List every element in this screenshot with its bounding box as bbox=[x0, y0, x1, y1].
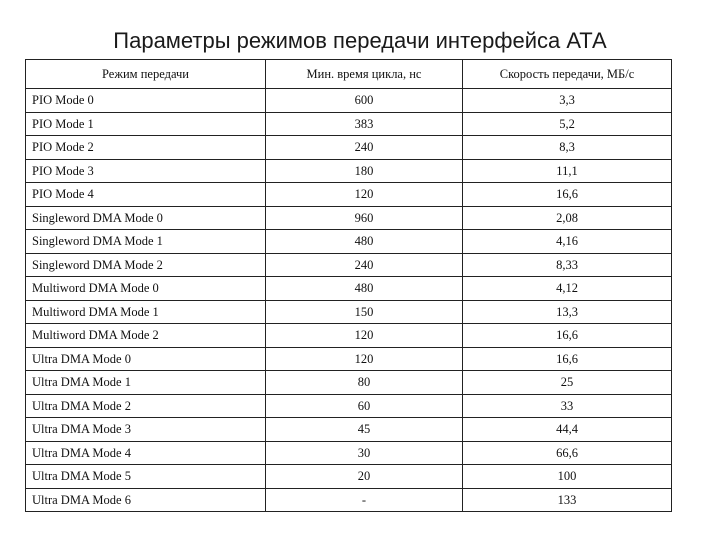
transfer-rate-cell: 66,6 bbox=[463, 441, 672, 465]
cycle-time-cell: 480 bbox=[266, 277, 463, 301]
table-row bbox=[26, 253, 672, 277]
transfer-rate-cell: 16,6 bbox=[463, 347, 672, 371]
table-row bbox=[26, 300, 672, 324]
cycle-time-cell: 180 bbox=[266, 159, 463, 183]
transfer-rate-cell: 100 bbox=[463, 465, 672, 489]
transfer-rate-cell: 4,12 bbox=[463, 277, 672, 301]
transfer-rate-cell: 13,3 bbox=[463, 300, 672, 324]
mode-cell: Ultra DMA Mode 1 bbox=[26, 371, 266, 395]
cycle-time-cell: - bbox=[266, 488, 463, 512]
mode-cell: Multiword DMA Mode 1 bbox=[26, 300, 266, 324]
table-row bbox=[26, 277, 672, 301]
cycle-time-cell: 150 bbox=[266, 300, 463, 324]
transfer-rate-cell: 25 bbox=[463, 371, 672, 395]
cycle-time-cell: 960 bbox=[266, 206, 463, 230]
mode-cell: Multiword DMA Mode 0 bbox=[26, 277, 266, 301]
table-row bbox=[26, 347, 672, 371]
cycle-time-cell: 240 bbox=[266, 253, 463, 277]
table-row bbox=[26, 89, 672, 113]
cycle-time-cell: 20 bbox=[266, 465, 463, 489]
ata-modes-table bbox=[25, 59, 672, 512]
mode-cell: Singleword DMA Mode 2 bbox=[26, 253, 266, 277]
mode-cell: Singleword DMA Mode 0 bbox=[26, 206, 266, 230]
table-header-row bbox=[26, 60, 672, 89]
cycle-time-cell: 60 bbox=[266, 394, 463, 418]
cycle-time-cell: 480 bbox=[266, 230, 463, 254]
mode-cell: Ultra DMA Mode 6 bbox=[26, 488, 266, 512]
header-mode: Режим передачи bbox=[26, 60, 266, 89]
mode-cell: PIO Mode 1 bbox=[26, 112, 266, 136]
transfer-rate-cell: 5,2 bbox=[463, 112, 672, 136]
cycle-time-cell: 120 bbox=[266, 183, 463, 207]
mode-cell: PIO Mode 0 bbox=[26, 89, 266, 113]
table-row bbox=[26, 371, 672, 395]
mode-cell: Ultra DMA Mode 3 bbox=[26, 418, 266, 442]
transfer-rate-cell: 8,3 bbox=[463, 136, 672, 160]
header-transfer-rate: Скорость передачи, МБ/с bbox=[463, 60, 672, 89]
cycle-time-cell: 120 bbox=[266, 324, 463, 348]
transfer-rate-cell: 133 bbox=[463, 488, 672, 512]
cycle-time-cell: 30 bbox=[266, 441, 463, 465]
cycle-time-cell: 45 bbox=[266, 418, 463, 442]
table-row bbox=[26, 230, 672, 254]
transfer-rate-cell: 16,6 bbox=[463, 324, 672, 348]
page-title: Параметры режимов передачи интерфейса АТА bbox=[113, 28, 607, 53]
cycle-time-cell: 120 bbox=[266, 347, 463, 371]
table-row bbox=[26, 418, 672, 442]
transfer-rate-cell: 11,1 bbox=[463, 159, 672, 183]
table-row bbox=[26, 441, 672, 465]
table-body bbox=[26, 89, 672, 512]
mode-cell: Ultra DMA Mode 0 bbox=[26, 347, 266, 371]
table-row bbox=[26, 112, 672, 136]
transfer-rate-cell: 33 bbox=[463, 394, 672, 418]
table-row bbox=[26, 394, 672, 418]
table-row bbox=[26, 324, 672, 348]
mode-cell: PIO Mode 2 bbox=[26, 136, 266, 160]
table-row bbox=[26, 488, 672, 512]
cycle-time-cell: 240 bbox=[266, 136, 463, 160]
cycle-time-cell: 80 bbox=[266, 371, 463, 395]
transfer-rate-cell: 44,4 bbox=[463, 418, 672, 442]
transfer-rate-cell: 8,33 bbox=[463, 253, 672, 277]
cycle-time-cell: 383 bbox=[266, 112, 463, 136]
mode-cell: Singleword DMA Mode 1 bbox=[26, 230, 266, 254]
mode-cell: Ultra DMA Mode 4 bbox=[26, 441, 266, 465]
mode-cell: PIO Mode 4 bbox=[26, 183, 266, 207]
transfer-rate-cell: 3,3 bbox=[463, 89, 672, 113]
transfer-rate-cell: 16,6 bbox=[463, 183, 672, 207]
mode-cell: PIO Mode 3 bbox=[26, 159, 266, 183]
mode-cell: Ultra DMA Mode 5 bbox=[26, 465, 266, 489]
table-row bbox=[26, 183, 672, 207]
table-row bbox=[26, 159, 672, 183]
mode-cell: Multiword DMA Mode 2 bbox=[26, 324, 266, 348]
table-row bbox=[26, 465, 672, 489]
table-row bbox=[26, 206, 672, 230]
mode-cell: Ultra DMA Mode 2 bbox=[26, 394, 266, 418]
transfer-rate-cell: 4,16 bbox=[463, 230, 672, 254]
header-cycle-time: Мин. время цикла, нс bbox=[266, 60, 463, 89]
cycle-time-cell: 600 bbox=[266, 89, 463, 113]
table-row bbox=[26, 136, 672, 160]
transfer-rate-cell: 2,08 bbox=[463, 206, 672, 230]
